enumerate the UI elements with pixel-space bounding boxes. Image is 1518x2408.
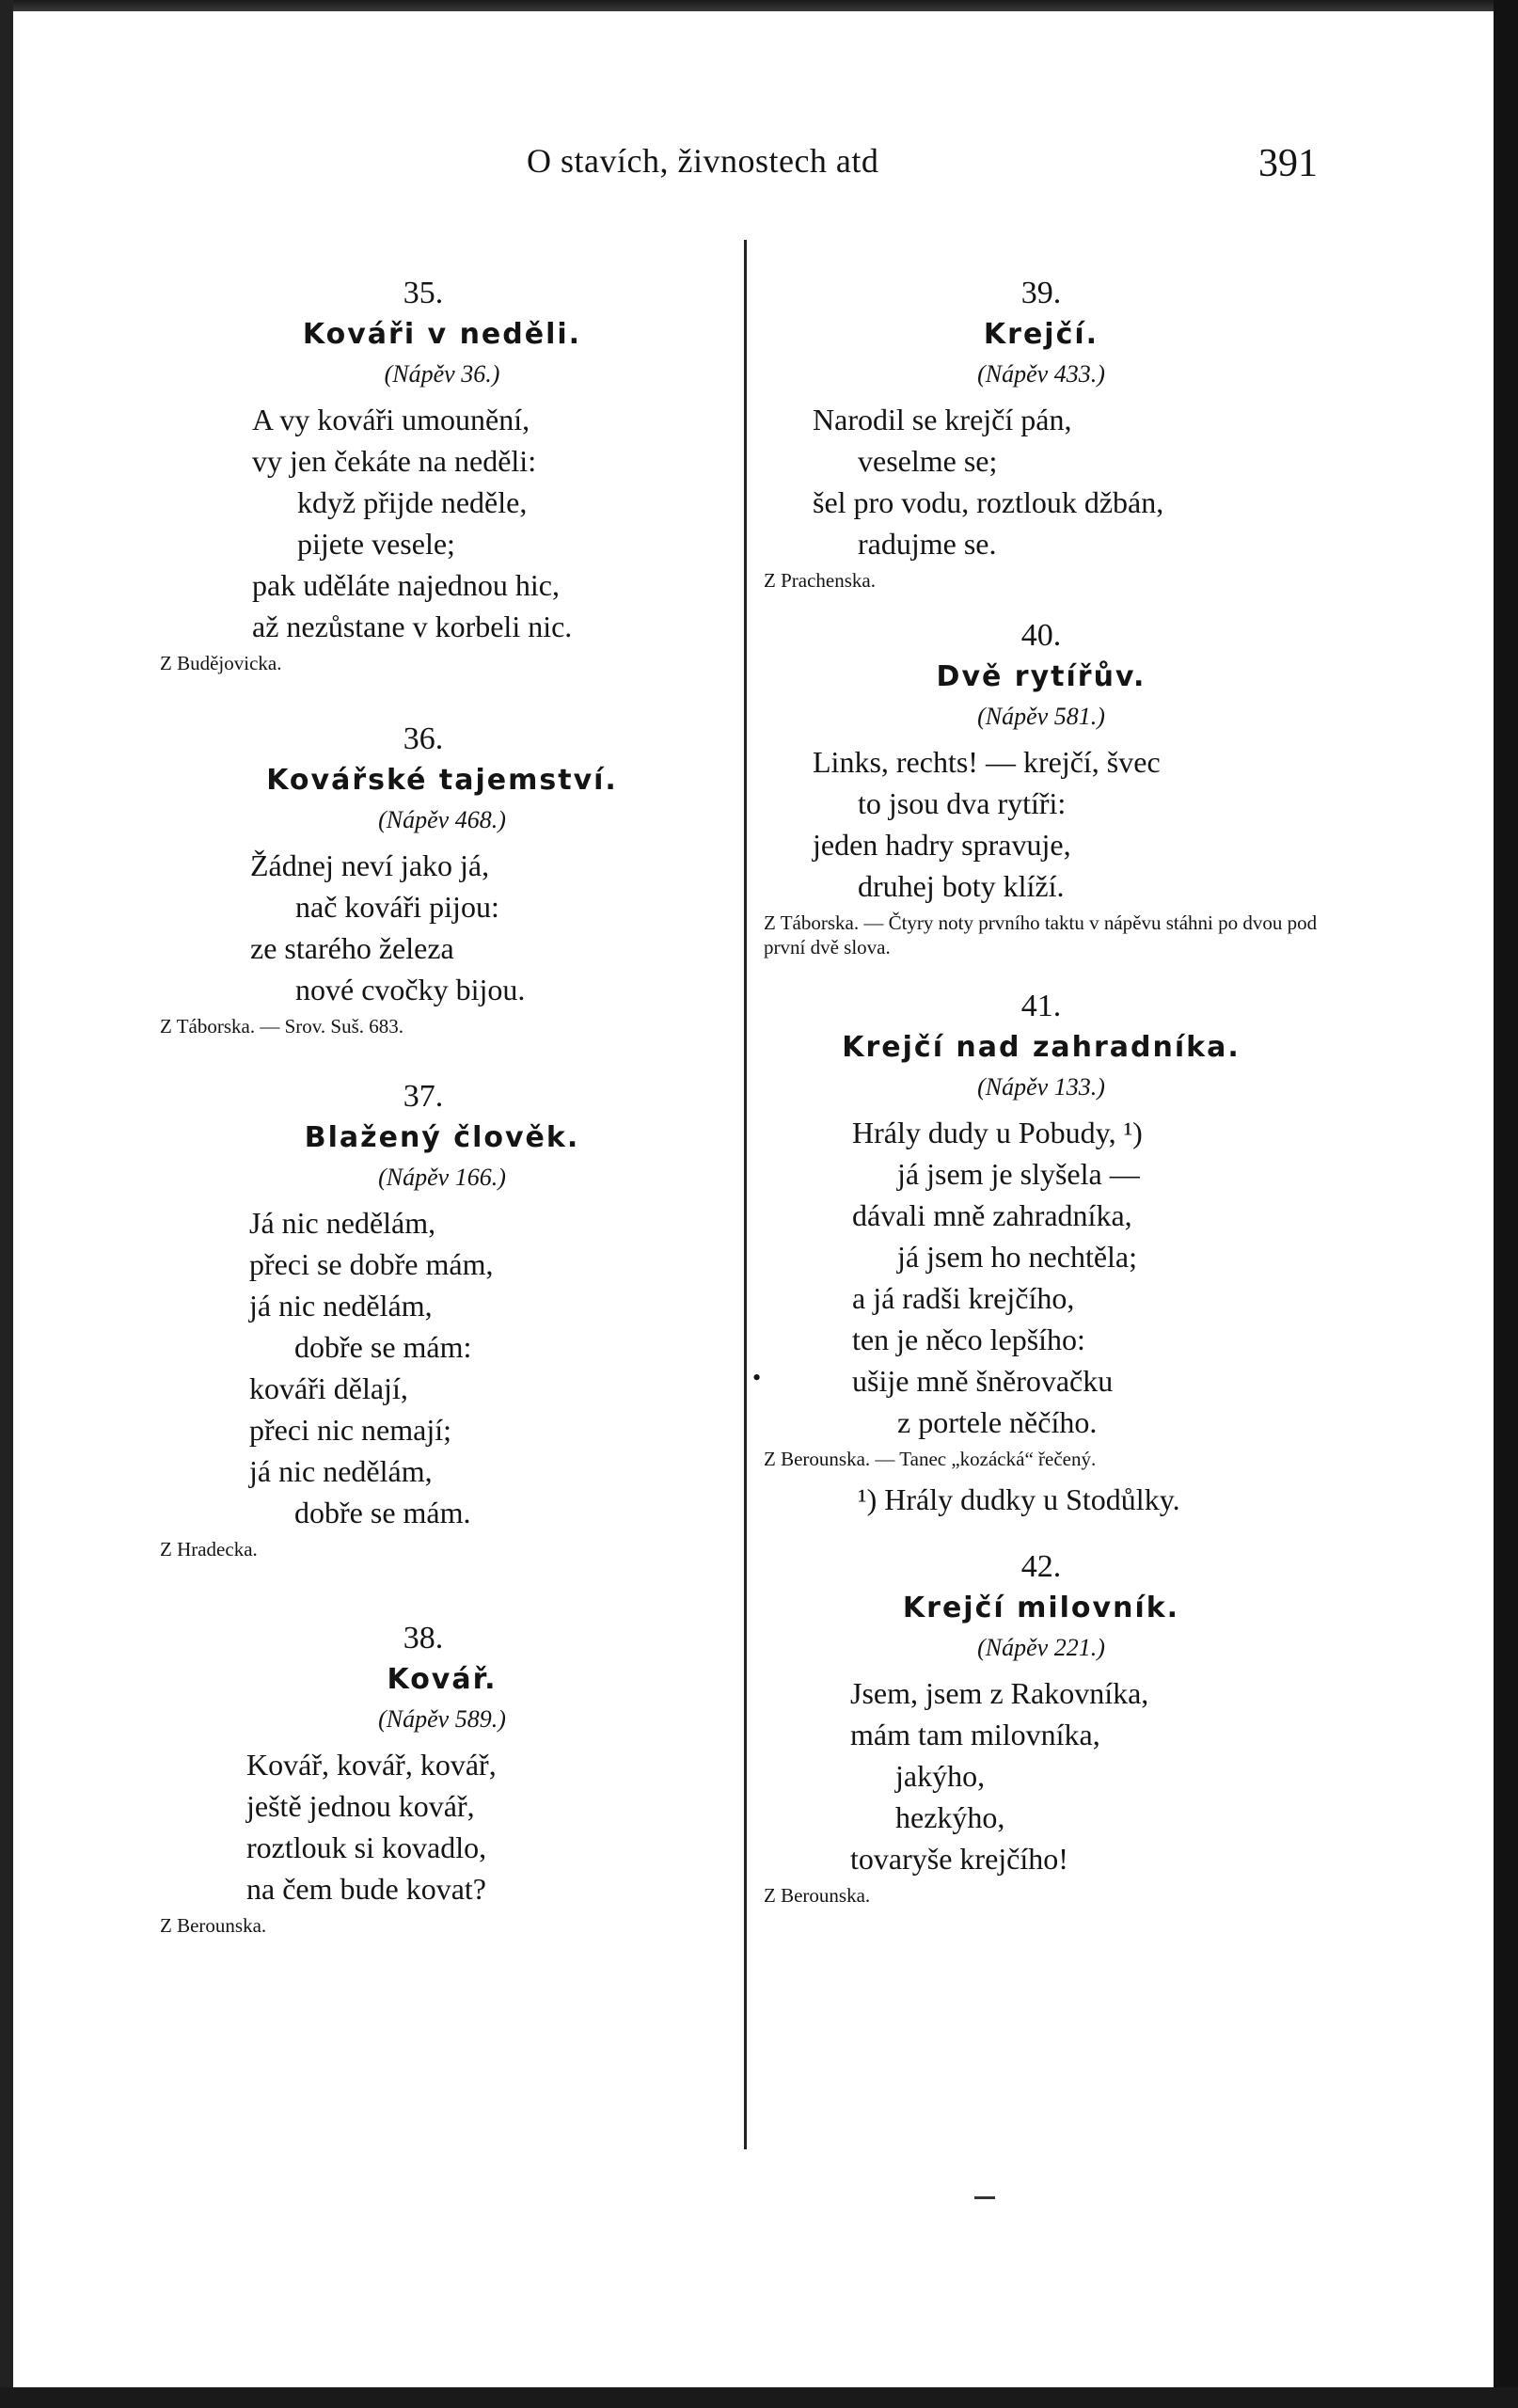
verse: [764, 1672, 1347, 1879]
verse-line: tovaryše krejčího!: [850, 1842, 1068, 1876]
song-title: Dvě rytířův.: [936, 660, 1146, 693]
tune-reference: (Nápěv 221.): [977, 1634, 1105, 1661]
song-title: Krejčí nad zahradníka.: [842, 1031, 1241, 1064]
scan-border-left: [0, 0, 13, 2408]
verse-line: nač kováři pijou:: [295, 890, 499, 924]
verse-line: to jsou dva rytíři:: [858, 786, 1067, 820]
verse-line: nové cvočky bijou.: [295, 973, 526, 1006]
song-number: 42.: [1020, 1549, 1062, 1584]
verse-line: Hrály dudy u Pobudy, ¹): [852, 1116, 1143, 1149]
verse-line: jeden hadry spravuje,: [813, 828, 1071, 862]
verse: [160, 1202, 724, 1533]
verse-line: jakýho,: [895, 1759, 986, 1793]
verse-line: na čem bude kovat?: [246, 1872, 486, 1906]
verse-line: šel pro vodu, roztlouk džbán,: [813, 485, 1164, 519]
tune-reference: (Nápěv 581.): [977, 703, 1105, 730]
source-note: Z Táborska. — Srov. Suš. 683.: [160, 1015, 403, 1038]
source-note: Z Berounska.: [160, 1914, 267, 1937]
page-number: 391: [1258, 142, 1318, 185]
song-42: [764, 1546, 1347, 1908]
song-number: 38.: [403, 1621, 444, 1656]
song-39: [764, 273, 1347, 593]
song-number: 39.: [1020, 276, 1062, 310]
verse-line: přeci se dobře mám,: [249, 1247, 494, 1281]
verse: [764, 741, 1347, 907]
verse-line: Kovář, kovář, kovář,: [246, 1748, 497, 1782]
verse-line: přeci nic nemají;: [249, 1413, 452, 1447]
verse-line: já nic nedělám,: [249, 1289, 433, 1323]
song-title: Kovář.: [387, 1663, 498, 1696]
tune-reference: (Nápěv 589.): [378, 1705, 506, 1733]
song-37: [160, 1076, 724, 1561]
verse: [752, 1112, 1347, 1443]
song-38: [160, 1618, 724, 1938]
verse-line: Narodil se krejčí pán,: [813, 403, 1072, 436]
verse: [160, 1744, 724, 1909]
column-divider: [744, 240, 747, 2149]
verse-line: dobře se mám.: [294, 1496, 471, 1529]
verse: [764, 399, 1347, 564]
scan-border-right: [1494, 0, 1518, 2408]
verse-line: Jsem, jsem z Rakovníka,: [850, 1676, 1149, 1710]
verse-line: roztlouk si kovadlo,: [246, 1830, 487, 1864]
tune-reference: (Nápěv 166.): [378, 1164, 506, 1191]
song-40: [764, 615, 1347, 959]
verse-line: dobře se mám:: [294, 1330, 472, 1364]
verse-line: ještě jednou kovář,: [246, 1789, 475, 1823]
verse: [160, 845, 724, 1010]
verse-line: dávali mně zahradníka,: [852, 1198, 1132, 1232]
song-title: Krejčí milovník.: [902, 1592, 1180, 1624]
song-36: [160, 719, 724, 1038]
verse-line: až nezůstane v korbeli nic.: [252, 610, 573, 643]
source-note: Z Berounska. — Tanec „kozácká“ řečený.: [764, 1448, 1097, 1470]
verse-line: pijete vesele;: [297, 527, 455, 561]
song-title: Kováři v neděli.: [302, 318, 582, 351]
source-note: Z Hradecka.: [160, 1538, 258, 1560]
tune-reference: (Nápěv 433.): [977, 360, 1105, 388]
verse-line: ušije mně šněrovačku: [852, 1364, 1114, 1398]
verse: [160, 399, 724, 647]
song-number: 37.: [403, 1079, 444, 1114]
running-head: O stavích, živnostech atd: [527, 142, 879, 180]
verse-line: vy jen čekáte na neděli:: [252, 444, 537, 478]
printer-mark: •: [752, 1364, 762, 1391]
verse-line: ze starého železa: [250, 931, 454, 965]
tune-reference: (Nápěv 468.): [378, 806, 506, 833]
verse-line: hezkýho,: [895, 1800, 1005, 1834]
scan-border-bottom: [0, 2387, 1518, 2408]
footnote: ¹) Hrály dudky u Stodůlky.: [858, 1482, 1180, 1516]
tune-reference: (Nápěv 133.): [977, 1073, 1105, 1101]
song-number: 40.: [1020, 618, 1062, 653]
source-note: Z Budějovicka.: [160, 652, 282, 674]
scan-border-top: [0, 0, 1518, 11]
verse-line: veselme se;: [858, 444, 998, 478]
song-title: Kovářské tajemství.: [266, 764, 618, 797]
source-note: Z Táborska. — Čtyry noty prvního taktu v nápěvu stáhni po dvou pod první dvě slova.: [764, 911, 1318, 958]
verse-line: kováři dělají,: [249, 1371, 408, 1405]
verse-line: já jsem ho nechtěla;: [897, 1240, 1138, 1274]
source-note: Z Berounska.: [764, 1884, 871, 1907]
song-number: 41.: [1020, 989, 1062, 1023]
verse-line: mám tam milovníka,: [850, 1718, 1100, 1751]
page-end-mark: [974, 2196, 995, 2199]
verse-line: ten je něco lepšího:: [852, 1323, 1085, 1356]
verse-line: já nic nedělám,: [249, 1454, 433, 1488]
tune-reference: (Nápěv 36.): [384, 360, 500, 388]
verse-line: já jsem je slyšela —: [897, 1157, 1140, 1191]
song-35: [160, 273, 724, 675]
left-column: [160, 273, 724, 1938]
verse-line: Já nic nedělám,: [249, 1206, 436, 1240]
verse-line: druhej boty klíží.: [858, 869, 1065, 903]
verse-line: když přijde neděle,: [297, 485, 528, 519]
verse-line: Žádnej neví jako já,: [250, 848, 490, 882]
verse-line: pak uděláte najednou hic,: [252, 568, 560, 602]
song-title: Blažený člověk.: [304, 1121, 580, 1154]
verse-line: z portele něčího.: [897, 1405, 1098, 1439]
song-title: Krejčí.: [983, 318, 1099, 351]
song-41: [752, 986, 1347, 1520]
song-number: 35.: [403, 276, 444, 310]
verse-line: a já radši krejčího,: [852, 1281, 1075, 1315]
verse-line: Links, rechts! — krejčí, švec: [813, 745, 1161, 779]
verse-line: A vy kováři umounění,: [252, 403, 530, 436]
verse-line: radujme se.: [858, 527, 997, 561]
song-number: 36.: [403, 721, 444, 756]
source-note: Z Prachenska.: [764, 569, 876, 592]
right-column: [752, 273, 1347, 1908]
